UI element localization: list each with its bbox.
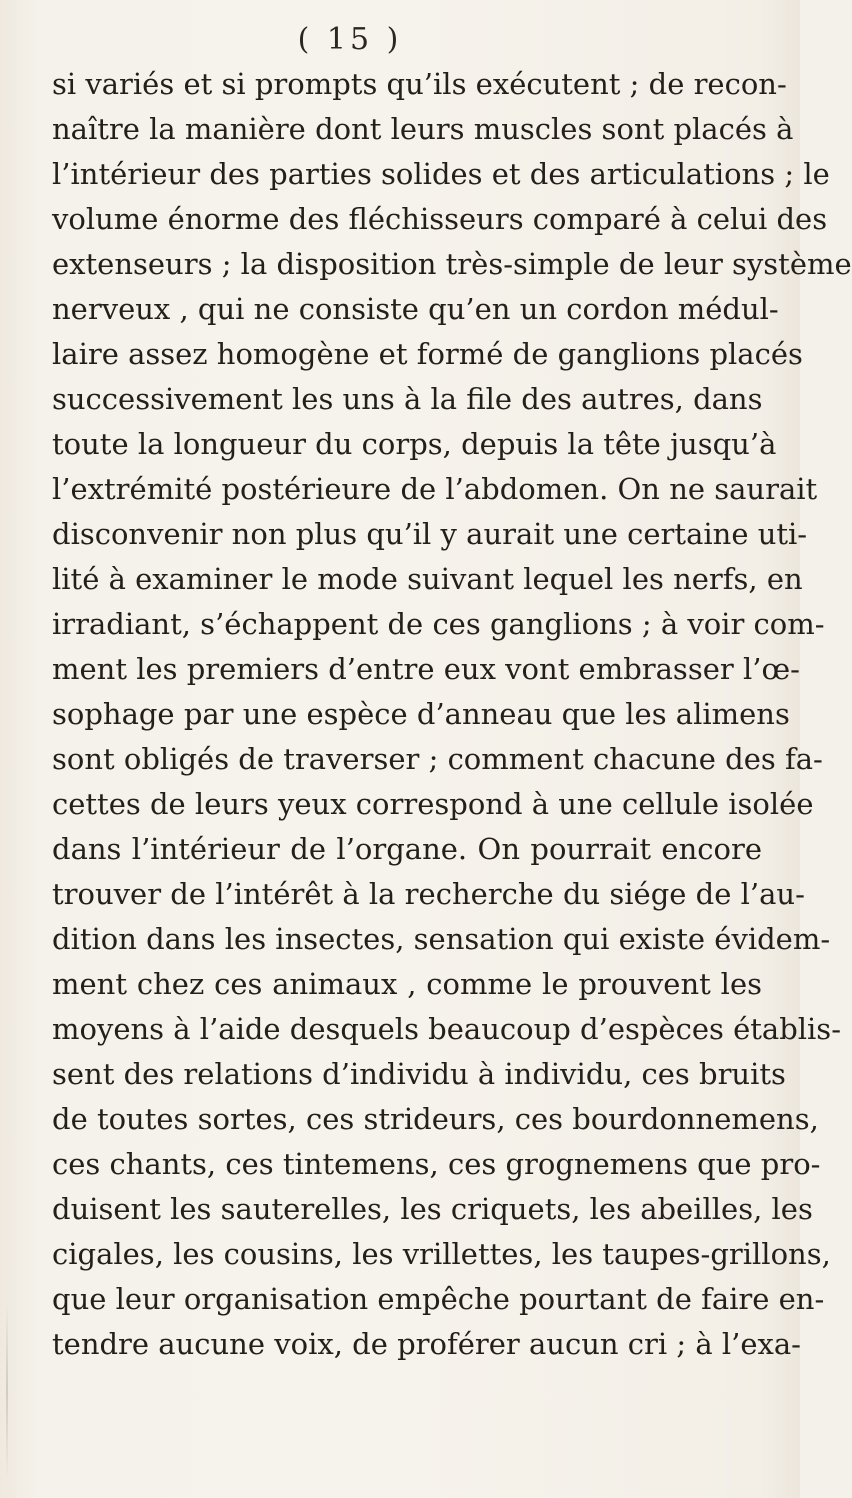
text-line: l’intérieur des parties solides et des articulations ; le xyxy=(52,157,830,191)
text-line: ces chants, ces tintemens, ces grognemens que pro- xyxy=(52,1147,821,1181)
text-line: l’extrémité postérieure de l’abdomen. On ne saurait xyxy=(52,472,818,506)
text-line: naître la manière dont leurs muscles sont placés à xyxy=(52,112,794,146)
text-line: toute la longueur du corps, depuis la tête jusqu’à xyxy=(52,427,777,461)
text-line: laire assez homogène et formé de ganglions placés xyxy=(52,337,803,371)
text-line: extenseurs ; la disposition très-simple de leur système xyxy=(52,247,852,281)
page-number: ( 15 ) xyxy=(297,22,403,57)
text-line: de toutes sortes, ces strideurs, ces bourdonnemens, xyxy=(52,1102,819,1136)
body-text xyxy=(52,62,852,1367)
text-line: sont obligés de traverser ; comment chacune des fa- xyxy=(52,742,823,776)
text-line: moyens à l’aide desquels beaucoup d’espèces établis- xyxy=(52,1012,841,1046)
text-line: trouver de l’intérêt à la recherche du siége de l’au- xyxy=(52,877,805,911)
text-line: irradiant, s’échappent de ces ganglions ; à voir com- xyxy=(52,607,825,641)
text-line: cigales, les cousins, les vrillettes, les taupes-grillons, xyxy=(52,1237,831,1271)
text-line: si variés et si prompts qu’ils exécutent ; de recon- xyxy=(52,67,787,101)
text-line: nerveux , qui ne consiste qu’en un cordon médul- xyxy=(52,292,779,326)
text-line: duisent les sauterelles, les criquets, les abeilles, les xyxy=(52,1192,813,1226)
text-line: dans l’intérieur de l’organe. On pourrait encore xyxy=(52,832,762,866)
text-line: successivement les uns à la file des autres, dans xyxy=(52,382,763,416)
text-line: ment chez ces animaux , comme le prouvent les xyxy=(52,967,762,1001)
page-edge-shadow xyxy=(6,1300,8,1480)
text-line: sent des relations d’individu à individu, ces bruits xyxy=(52,1057,786,1091)
text-line: dition dans les insectes, sensation qui existe évidem- xyxy=(52,922,831,956)
text-line: lité à examiner le mode suivant lequel les nerfs, en xyxy=(52,562,803,596)
text-line: ment les premiers d’entre eux vont embrasser l’œ- xyxy=(52,652,800,686)
text-line: sophage par une espèce d’anneau que les alimens xyxy=(52,697,790,731)
text-line: tendre aucune voix, de proférer aucun cri ; à l’exa- xyxy=(52,1327,801,1361)
text-line: que leur organisation empêche pourtant de faire en- xyxy=(52,1282,825,1316)
text-line: cettes de leurs yeux correspond à une cellule isolée xyxy=(52,787,814,821)
text-line: volume énorme des fléchisseurs comparé à celui des xyxy=(52,202,828,236)
text-line: disconvenir non plus qu’il y aurait une certaine uti- xyxy=(52,517,808,551)
